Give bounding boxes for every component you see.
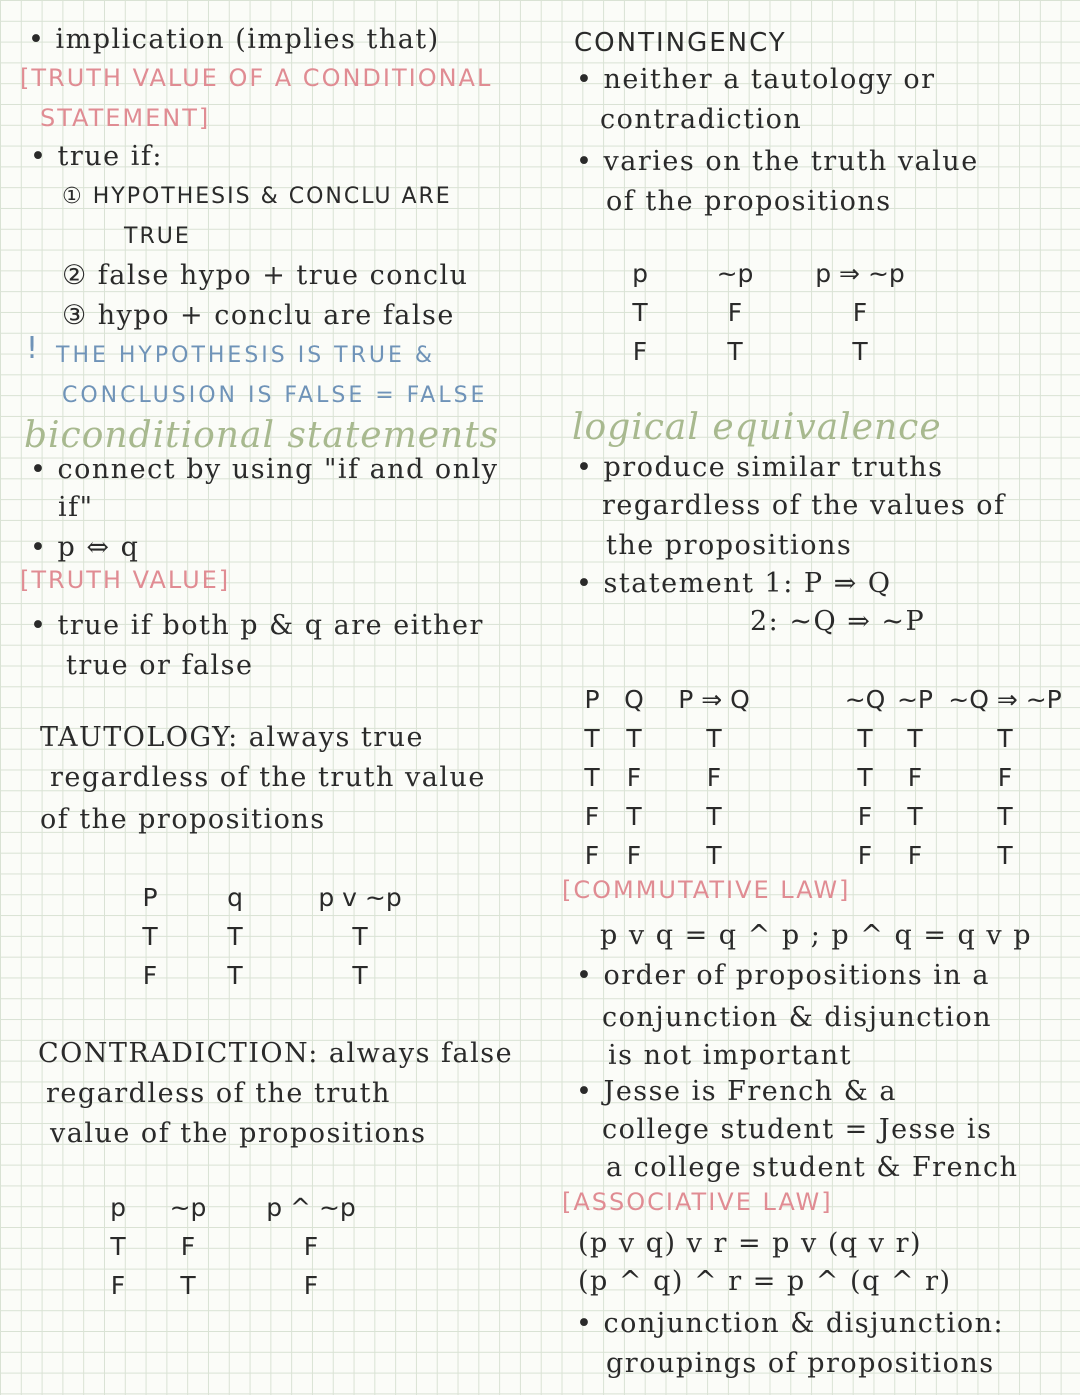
table-cell: T [142, 922, 158, 951]
associative-law-header: [ASSOCIATIVE LAW] [562, 1188, 833, 1216]
statement-one: • statement 1: P ⇒ Q [576, 568, 892, 599]
table-header: ~P [896, 685, 934, 714]
warning-mark: ! [26, 331, 40, 366]
tautology-table [120, 878, 430, 995]
contingency-def: • neither a tautology or [576, 64, 936, 95]
table-cell: T [727, 337, 743, 366]
equivalence-def-cont: regardless of the values of [602, 490, 1006, 521]
table-cell: F [180, 1232, 196, 1261]
table-header: P ⇒ Q [678, 685, 750, 714]
conditional-header-cont: STATEMENT] [40, 104, 211, 132]
logical-equivalence-title: logical equivalence [572, 407, 942, 448]
table-cell: F [142, 961, 158, 990]
table-cell: F [852, 298, 868, 327]
table-cell: T [857, 763, 873, 792]
biconditional-def: • connect by using "if and only [30, 454, 499, 485]
commutative-example: • Jesse is French & a [576, 1076, 897, 1107]
table-cell: T [706, 841, 722, 870]
contingency-table [600, 254, 930, 371]
table-cell: T [180, 1271, 196, 1300]
table-header: P [584, 685, 600, 714]
table-header: p [632, 259, 648, 288]
table-cell: T [852, 337, 868, 366]
table-cell: F [584, 841, 600, 870]
contingency-varies: • varies on the truth value [576, 146, 979, 177]
table-header: p v ~p [318, 883, 402, 912]
true-if-label: • true if: [30, 141, 163, 172]
contradiction-table [96, 1188, 386, 1305]
commutative-example-end: a college student & French [606, 1152, 1019, 1183]
table-cell: T [997, 724, 1013, 753]
commutative-def-cont: conjunction & disjunction [602, 1002, 993, 1033]
table-cell: T [352, 922, 368, 951]
table-cell: F [632, 337, 648, 366]
case-three: ③ hypo + conclu are false [62, 300, 455, 331]
warning-line-cont: CONCLUSION IS FALSE = FALSE [62, 383, 488, 408]
biconditional-true: • true if both p & q are either [30, 610, 484, 641]
table-cell: T [110, 1232, 126, 1261]
tautology-def-end: of the propositions [40, 804, 326, 835]
table-header: p [110, 1193, 126, 1222]
table-cell: T [907, 802, 923, 831]
table-cell: F [857, 802, 873, 831]
statement-two: 2: ~Q ⇒ ~P [750, 606, 926, 637]
associative-def: • conjunction & disjunction: [576, 1308, 1005, 1339]
equivalence-table-right [840, 680, 1070, 875]
table-cell: T [907, 724, 923, 753]
commutative-example-cont: college student = Jesse is [602, 1114, 993, 1145]
truth-value-header: [TRUTH VALUE] [20, 566, 231, 594]
table-cell: T [997, 841, 1013, 870]
contradiction-def-cont: regardless of the truth [46, 1078, 391, 1109]
table-header: ~Q ⇒ ~P [948, 685, 1062, 714]
table-header: P [142, 883, 158, 912]
associative-def-cont: groupings of propositions [606, 1348, 995, 1379]
commutative-def: • order of propositions in a [576, 960, 991, 991]
biconditional-true-cont: true or false [66, 650, 254, 681]
table-cell: F [626, 841, 642, 870]
table-cell: T [626, 724, 642, 753]
case-one: ① HYPOTHESIS & CONCLU ARE [62, 184, 452, 209]
implication-line: • implication (implies that) [28, 24, 440, 55]
table-cell: T [227, 961, 243, 990]
equivalence-def: • produce similar truths [576, 452, 944, 483]
warning-line: THE HYPOTHESIS IS TRUE & [56, 343, 436, 368]
table-cell: T [584, 724, 600, 753]
table-header: p ^ ~p [266, 1193, 356, 1222]
table-cell: T [626, 802, 642, 831]
table-header: q [227, 883, 243, 912]
table-cell: F [584, 802, 600, 831]
table-cell: T [632, 298, 648, 327]
table-cell: F [706, 763, 722, 792]
table-cell: F [727, 298, 743, 327]
commutative-formula: p v q = q ^ p ; p ^ q = q v p [600, 920, 1033, 951]
table-header: ~p [716, 259, 754, 288]
biconditional-symbol: • p ⇔ q [30, 532, 140, 563]
contingency-title: CONTINGENCY [574, 28, 787, 58]
commutative-def-end: is not important [608, 1040, 853, 1071]
table-header: p ⇒ ~p [815, 259, 905, 288]
table-header: Q [624, 685, 644, 714]
table-header: ~p [169, 1193, 207, 1222]
table-cell: F [907, 763, 923, 792]
table-cell: F [997, 763, 1013, 792]
table-cell: F [110, 1271, 126, 1300]
conditional-header: [TRUTH VALUE OF A CONDITIONAL [20, 64, 493, 92]
table-cell: T [706, 724, 722, 753]
table-cell: F [303, 1232, 319, 1261]
biconditional-def-cont: if" [58, 492, 94, 523]
case-two: ② false hypo + true conclu [62, 260, 469, 291]
case-one-cont: TRUE [124, 224, 191, 249]
table-cell: T [352, 961, 368, 990]
contradiction-def-end: value of the propositions [50, 1118, 427, 1149]
tautology-def-cont: regardless of the truth value [50, 762, 486, 793]
commutative-law-header: [COMMUTATIVE LAW] [562, 876, 851, 904]
equivalence-table-left [572, 680, 772, 875]
equivalence-def-end: the propositions [606, 530, 853, 561]
table-cell: T [584, 763, 600, 792]
table-header: ~Q [844, 685, 886, 714]
tautology-def: TAUTOLOGY: always true [40, 722, 425, 753]
associative-formula-or: (p v q) v r = p v (q v r) [578, 1228, 923, 1259]
table-cell: F [857, 841, 873, 870]
table-cell: T [997, 802, 1013, 831]
table-cell: T [857, 724, 873, 753]
biconditional-title: biconditional statements [24, 415, 500, 456]
associative-formula-and: (p ^ q) ^ r = p ^ (q ^ r) [578, 1266, 952, 1297]
contradiction-def: CONTRADICTION: always false [38, 1038, 514, 1069]
table-cell: T [706, 802, 722, 831]
table-cell: F [907, 841, 923, 870]
contingency-varies-cont: of the propositions [606, 186, 892, 217]
contingency-def-cont: contradiction [600, 104, 803, 135]
table-cell: F [303, 1271, 319, 1300]
table-cell: T [227, 922, 243, 951]
table-cell: F [626, 763, 642, 792]
